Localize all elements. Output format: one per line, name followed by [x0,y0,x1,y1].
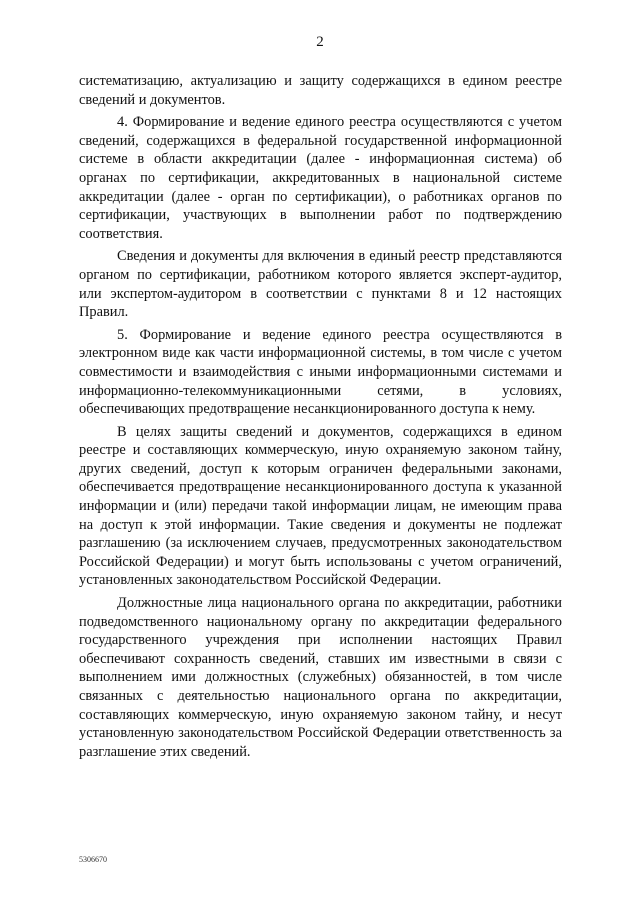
paragraph-continuation: систематизацию, актуализацию и защиту содержащихся в едином реестре сведений и документов. [79,73,562,108]
paragraph-item-5: 5. Формирование и ведение единого реестра осуществляются в электронном виде как части информационной системы, в том числе с учетом совместимости и взаимодействия с иными информационными системами и информационно-телекоммуникационными сетями, в условиях, обеспечивающих предотвращение несанкционированного доступа к нему. [79,326,562,418]
document-code: 5306670 [79,855,107,864]
page-number: 2 [316,34,324,50]
paragraph-submission: Сведения и документы для включения в единый реестр представляются органом по сертификации, работником которого является эксперт-аудитор, или экспертом-аудитором в соответствии с пунктами 8 и 12 настоящих Правил. [79,248,562,321]
paragraph-officials: Должностные лица национального органа по аккредитации, работники подведомственного национальному органу по аккредитации федерального государственного учреждения при исполнении настоящих Правил обеспечивают сохранность сведений, ставших им известными в связи с выполнением ими должностных (служебных) обязанностей, в том числе связанных с деятельностью национального органа по аккредитации, составляющих коммерческую, иную охраняемую законом тайну, и несут установленную законодательством Российской Федерации ответственность за разглашение этих сведений. [79,595,562,760]
paragraph-item-4: 4. Формирование и ведение единого реестра осуществляются с учетом сведений, содержащихся в федеральной государственной информационной системе в области аккредитации (далее - информационная система) об органах по сертификации, аккредитованных в национальной системе аккредитации (далее - орган по сертификации), о работниках органов по сертификации, участвующих в выполнении работ по подтверждению соответствия. [79,114,562,242]
paragraph-protection: В целях защиты сведений и документов, содержащихся в едином реестре и составляющих коммерческую, иную охраняемую законом тайну, других сведений, доступ к которым ограничен федеральными законами, обеспечивается предотвращение несанкционированного доступа к указанной информации и (или) передачи такой информации лицам, не имеющим права на доступ к этой информации. Такие сведения и документы не подлежат разглашению (за исключением случаев, предусмотренных законодательством Российской Федерации) и могут быть использованы с учетом ограничений, установленных законодательством Российской Федерации. [79,423,562,589]
document-body [79,72,562,765]
